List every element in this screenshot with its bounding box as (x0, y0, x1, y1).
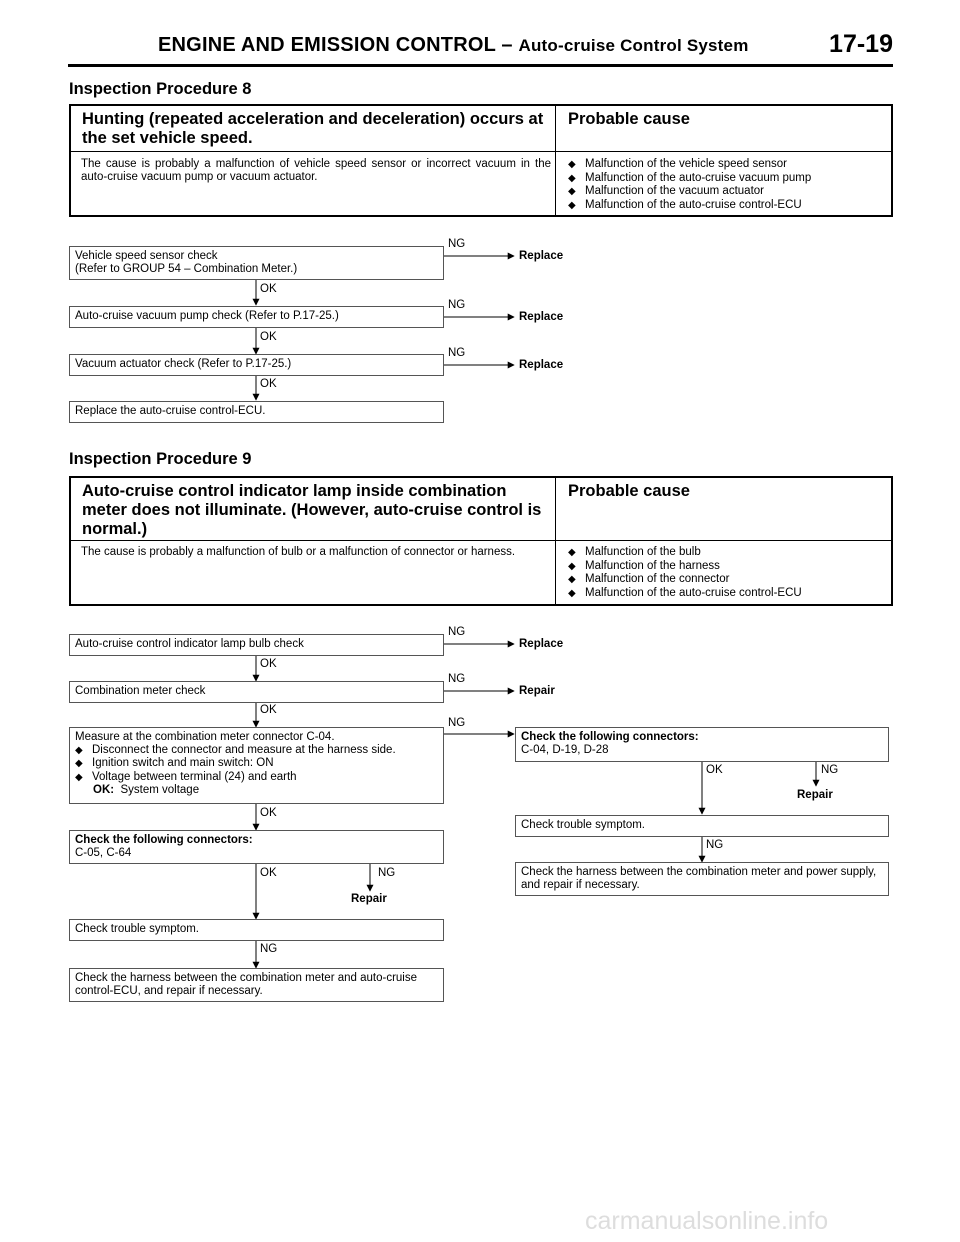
p9-step-bulb-check: Auto-cruise control indicator lamp bulb check (69, 634, 444, 656)
cause-item: ◆ Malfunction of the auto-cruise control-ECU (568, 198, 802, 211)
proc8-cause-list (568, 158, 811, 212)
p9-ng-label-1: NG (448, 626, 466, 638)
step-text: (Refer to GROUP 54 – Combination Meter.) (75, 262, 298, 275)
proc9-table (69, 476, 893, 606)
bullet-icon: ◆ (568, 186, 576, 197)
proc9-symptom: Auto-cruise control indicator lamp inside combination meter does not illuminate. (However, auto-cruise control is normal.) (82, 482, 542, 538)
p9-replace: Replace (519, 638, 564, 650)
bullet-icon: ◆ (568, 574, 576, 585)
cause-item: ◆ Malfunction of the bulb (568, 546, 701, 558)
bullet-icon: ◆ (568, 159, 576, 170)
p9-ng-label-4: NG (378, 867, 396, 879)
step-text: Vehicle speed sensor check (75, 250, 218, 262)
step-ok-criterion: OK: System voltage (93, 784, 200, 796)
p9-repair-right: Repair (797, 789, 833, 801)
p9-step-trouble-symptom-left: Check trouble symptom. (69, 919, 444, 941)
p8-ng-label-3: NG (448, 347, 466, 359)
step-bullet: ◆ Disconnect the connector and measure at the harness side. (75, 743, 396, 756)
p9-step-harness-ecu: Check the harness between the combination meter and auto-cruise control-ECU, and repair if necessary. (69, 968, 444, 1002)
p9-ng-label-2: NG (448, 673, 466, 685)
p8-ok-label-3: OK (260, 378, 277, 390)
p9-repair-left: Repair (351, 893, 387, 905)
proc8-table (69, 104, 893, 217)
p8-replace-3: Replace (519, 359, 564, 371)
p8-step-speed-sensor (69, 246, 444, 280)
header-title-sub: Auto-cruise Control System (518, 36, 749, 55)
p8-ok-label-2: OK (260, 331, 277, 343)
bullet-icon: ◆ (568, 587, 576, 599)
step-text: Check the following connectors: (75, 834, 253, 846)
bullet-icon: ◆ (568, 172, 576, 184)
cause-item: ◆ Malfunction of the vehicle speed sensor (568, 158, 788, 170)
bullet-icon: ◆ (75, 771, 83, 783)
bullet-icon: ◆ (75, 744, 83, 756)
proc9-cause-list (568, 546, 802, 600)
p9-step-measure-connector (69, 727, 444, 804)
cause-item: ◆ Malfunction of the harness (568, 559, 720, 572)
p9-step-harness-power: Check the harness between the combination meter and power supply, and repair if necessary. (515, 862, 889, 896)
step-bullet: ◆ Voltage between terminal (24) and earth (75, 770, 297, 783)
p8-step-vacuum-pump: Auto-cruise vacuum pump check (Refer to P.17-25.) (69, 306, 444, 328)
proc8-table-row-divider (71, 151, 891, 152)
p8-ok-label-1: OK (260, 283, 277, 295)
header-title-main: ENGINE AND EMISSION CONTROL (158, 34, 496, 56)
proc9-description: The cause is probably a malfunction of bulb or a malfunction of connector or harness. (81, 546, 516, 558)
p9-ok-label-4: OK (260, 867, 277, 879)
bullet-icon: ◆ (568, 560, 576, 572)
p9-step-meter-check: Combination meter check (69, 681, 444, 703)
step-text: Check the following connectors: (521, 731, 699, 743)
p9-ng-label-3: NG (448, 717, 466, 729)
step-bullet: ◆ Ignition switch and main switch: ON (75, 757, 274, 769)
p9-ok-label-1: OK (260, 658, 277, 670)
proc8-probable-cause-label: Probable cause (568, 110, 690, 128)
p9-ok-label-2: OK (260, 704, 277, 716)
proc8-description: The cause is probably a malfunction of vehicle speed sensor or incorrect vacuum in the auto-cruise vacuum pump or vacuum actuator. (81, 158, 551, 183)
p8-ng-label-1: NG (448, 238, 466, 250)
cause-item: ◆ Malfunction of the connector (568, 573, 730, 585)
proc8-title: Inspection Procedure 8 (69, 80, 252, 98)
p9-step-check-connectors-right (515, 727, 889, 762)
header-title-separator: – (495, 34, 519, 56)
p8-step-replace-ecu: Replace the auto-cruise control-ECU. (69, 401, 444, 423)
bullet-icon: ◆ (75, 758, 83, 769)
proc9-table-row-divider (71, 540, 891, 541)
p8-replace-2: Replace (519, 311, 564, 323)
p9-ng-label-right-2: NG (706, 839, 724, 851)
p8-step-vacuum-actuator: Vacuum actuator check (Refer to P.17-25.) (69, 354, 444, 376)
bullet-icon: ◆ (568, 199, 576, 211)
p9-step-check-connectors-left (69, 830, 444, 864)
p9-step-trouble-symptom-right: Check trouble symptom. (515, 815, 889, 837)
p8-replace-1: Replace (519, 250, 564, 262)
p9-ok-label-right: OK (706, 764, 723, 776)
proc8-table-divider (555, 106, 556, 215)
step-text: C-04, D-19, D-28 (521, 743, 609, 756)
step-text: Measure at the combination meter connector C-04. (75, 731, 335, 743)
p9-ng-label-5: NG (260, 943, 278, 955)
proc9-probable-cause-label: Probable cause (568, 482, 690, 500)
proc9-table-divider (555, 478, 556, 604)
cause-item: ◆ Malfunction of the auto-cruise vacuum pump (568, 171, 812, 184)
proc8-symptom: Hunting (repeated acceleration and deceleration) occurs at the set vehicle speed. (82, 110, 544, 147)
p9-repair-1: Repair (519, 685, 555, 697)
cause-item: ◆ Malfunction of the auto-cruise control-ECU (568, 586, 802, 599)
page-number: 17-19 (829, 30, 893, 58)
cause-item: ◆ Malfunction of the vacuum actuator (568, 185, 764, 197)
proc9-title: Inspection Procedure 9 (69, 450, 252, 468)
p8-ng-label-2: NG (448, 299, 466, 311)
p9-ok-label-3: OK (260, 807, 277, 819)
bullet-icon: ◆ (568, 547, 576, 558)
watermark-logo: carmanualsonline.info (585, 1207, 829, 1235)
p9-ng-label-right-1: NG (821, 764, 839, 776)
step-text: C-05, C-64 (75, 846, 132, 859)
